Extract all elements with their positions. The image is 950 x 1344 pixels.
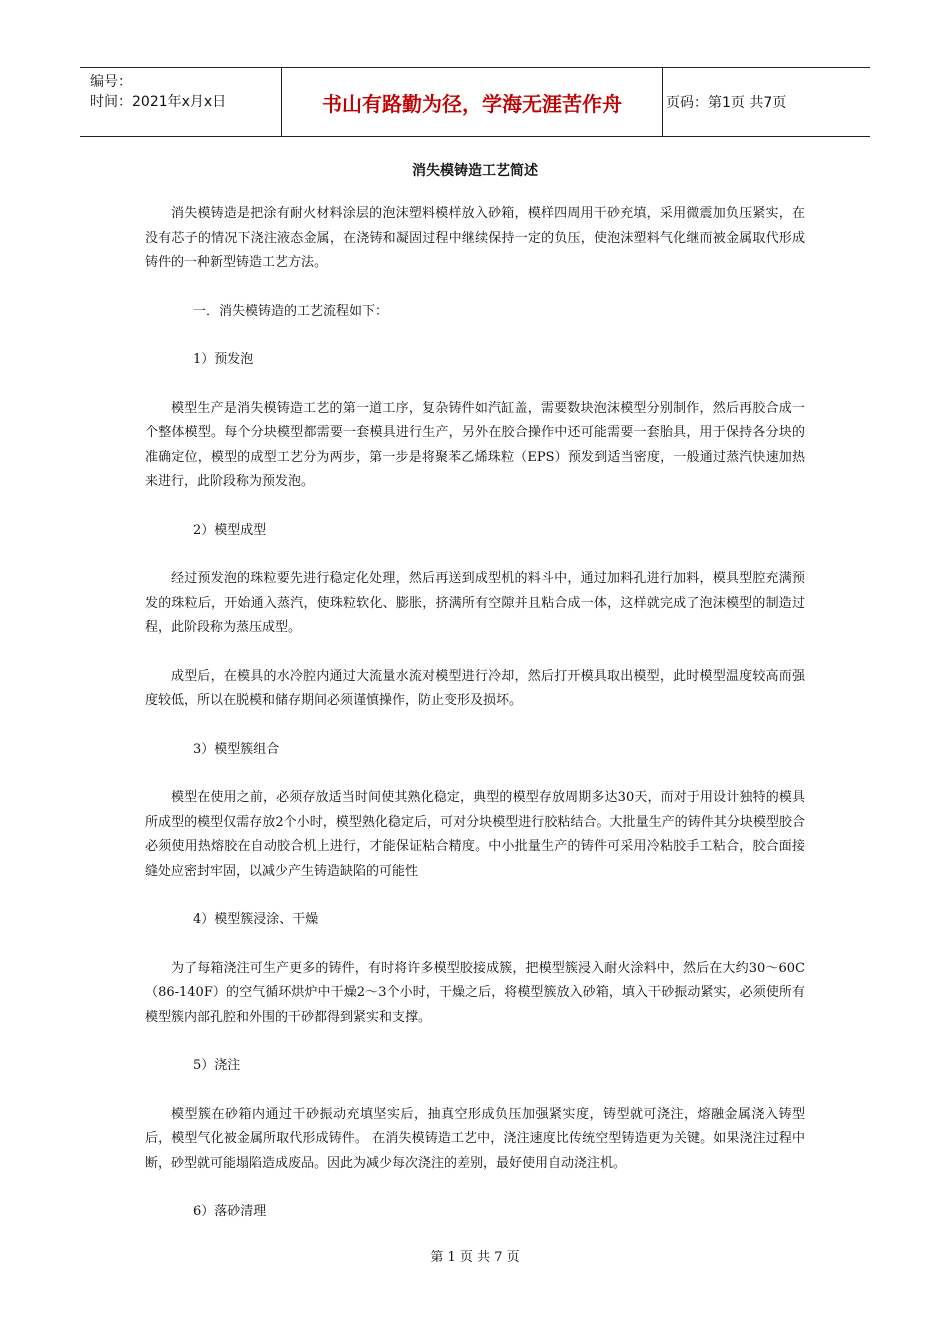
step-paragraph: 成型后，在模具的水冷腔内通过大流量水流对模型进行冷却，然后打开模具取出模型，此时模型温度较高而强度较低，所以在脱模和储存期间必须谨慎操作，防止变形及损坏。 [145, 668, 805, 708]
header-page-label: 页码：第1页 共7页 [666, 95, 787, 111]
page-footer: 第 1 页 共 7 页 [430, 1250, 520, 1265]
step-paragraph: 模型在使用之前，必须存放适当时间使其熟化稳定，典型的模型存放周期多达30天，而对于用设计独特的模具所成型的模型仅需存放2个小时，模型熟化稳定后，可对分块模型进行胶粘结合。大批量生产的铸件其分块模型胶合必须使用热熔胶在自动胶合机上进行，才能保证粘合精度。中小批量生产的铸件可采用冷粘胶手工粘合，胶合面接缝处应密封牢固，以减少产生铸造缺陷的可能性 [145, 790, 805, 879]
step-paragraph: 模型簇在砂箱内通过干砂振动充填坚实后，抽真空形成负压加强紧实度，铸型就可浇注，熔融金属浇入铸型后，模型气化被金属所取代形成铸件。 在消失模铸造工艺中，浇注速度比传统空型铸造更为关键。如果浇注过程中断，砂型就可能塌陷造成废品。因此为减少每次浇注的差别，最好使用自动浇注机。 [145, 1106, 805, 1171]
document-title: 消失模铸造工艺简述 [412, 163, 538, 179]
step-heading: 5）浇注 [193, 1058, 241, 1073]
header-motto: 书山有路勤为径，学海无涯苦作舟 [281, 68, 663, 136]
step-heading: 1）预发泡 [193, 352, 254, 367]
document-body [145, 202, 805, 1249]
header-left [80, 68, 280, 136]
section-heading: 一．消失模铸造的工艺流程如下： [193, 303, 389, 319]
step-paragraph: 经过预发泡的珠粒要先进行稳定化处理，然后再送到成型机的料斗中，通过加料孔进行加料，模具型腔充满预发的珠粒后，开始通入蒸汽，使珠粒软化、膨胀，挤满所有空隙并且粘合成一体，这样就完成了泡沫模型的制造过程，此阶段称为蒸压成型。 [145, 571, 805, 635]
step-heading: 2）模型成型 [193, 522, 267, 538]
step-paragraph: 模型生产是消失模铸造工艺的第一道工序，复杂铸件如汽缸盖，需要数块泡沫模型分别制作，然后再胶合成一个整体模型。每个分块模型都需要一套模具进行生产，另外在胶合操作中还可能需要一套胎具，用于保持各分块的准确定位，模型的成型工艺分为两步，第一步是将聚苯乙烯珠粒（EPS）预发到适当密度，一般通过蒸汽快速加热来进行，此阶段称为预发泡。 [145, 400, 805, 489]
date-label: 时间：2021年x月x日 [90, 94, 227, 110]
intro-paragraph: 消失模铸造是把涂有耐火材料涂层的泡沫塑料模样放入砂箱，模样四周用干砂充填，采用微震加负压紧实，在没有芯子的情况下浇注液态金属，在浇铸和凝固过程中继续保持一定的负压，使泡沫塑料气化继而被金属取代形成铸件的一种新型铸造工艺方法。 [145, 206, 805, 270]
serial-label: 编号： [90, 74, 132, 90]
step-paragraph: 为了每箱浇注可生产更多的铸件，有时将许多模型胶接成簇，把模型簇浸入耐火涂料中，然后在大约30～60C（86-140F）的空气循环烘炉中干燥2～3个小时，干燥之后，将模型簇放入砂箱，填入干砂振动紧实，必须使所有模型簇内部孔腔和外围的干砂都得到紧实和支撑。 [145, 960, 805, 1025]
step-heading: 4）模型簇浸涂、干燥 [193, 912, 319, 927]
step-heading: 6）落砂清理 [193, 1204, 267, 1219]
page-header [80, 67, 870, 137]
step-heading: 3）模型簇组合 [193, 741, 280, 757]
